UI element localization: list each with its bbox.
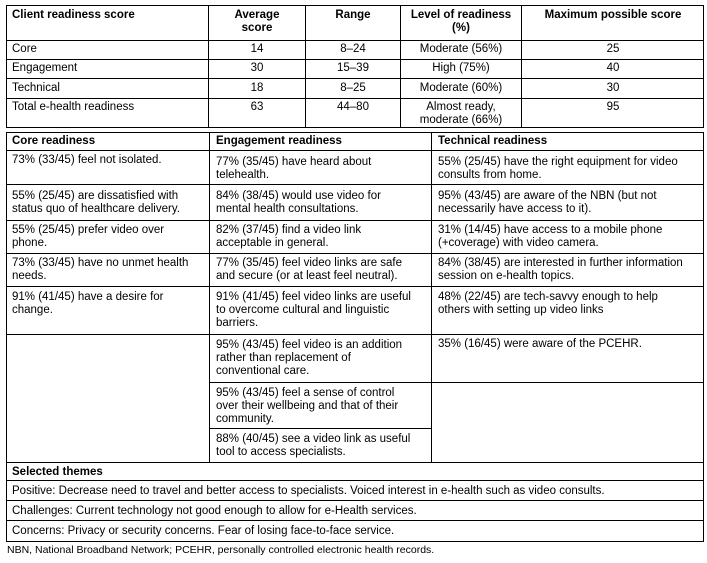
score-row-range: 44–80 — [337, 101, 369, 113]
score-table-divider — [6, 78, 704, 79]
readiness-table-divider — [209, 382, 704, 383]
score-row-average: 63 — [250, 101, 264, 113]
score-row-label: Technical — [12, 82, 60, 94]
readiness-table-divider — [209, 132, 210, 462]
engagement-item: 88% (40/45) see a video link as useful tool to access specialists. — [216, 433, 411, 458]
score-row-average: 14 — [250, 43, 264, 55]
readiness-table-divider — [6, 480, 704, 481]
score-header-range: Range — [335, 9, 371, 21]
score-row-max: 30 — [606, 82, 620, 94]
score-table-divider — [6, 98, 704, 99]
core-item: 73% (33/45) have no unmet health needs. — [12, 257, 189, 282]
technical-item: 84% (38/45) are interested in further information session on e-health topics. — [438, 257, 683, 282]
readiness-table-divider — [6, 184, 704, 185]
engagement-item: 77% (35/45) feel video links are safe and secure (or at least feel neutral). — [216, 257, 403, 282]
readiness-table-divider — [6, 462, 704, 463]
score-row-max: 95 — [606, 101, 620, 113]
score-row-range: 8–25 — [340, 82, 366, 94]
score-header-level: Level of readiness (%) — [410, 9, 512, 34]
readiness-table-divider — [6, 150, 704, 151]
engagement-item: 95% (43/45) feel a sense of control over their wellbeing and that of their community. — [216, 387, 399, 425]
score-row-average: 30 — [250, 62, 264, 74]
score-row-label: Core — [12, 43, 37, 55]
technical-item: 35% (16/45) were aware of the PCEHR. — [438, 338, 642, 350]
theme-positive: Positive: Decrease need to travel and better access to specialists. Voiced interest in e-health such as video consults. — [12, 485, 605, 497]
readiness-table-divider — [6, 500, 704, 501]
score-header-max: Maximum possible score — [544, 9, 682, 21]
score-row-average: 18 — [250, 82, 264, 94]
theme-challenges: Challenges: Current technology not good enough to allow for e-Health services. — [12, 505, 417, 517]
score-row-level: Moderate (56%) — [419, 43, 503, 55]
core-readiness-header: Core readiness — [12, 135, 96, 147]
score-header-average: Average score — [234, 9, 280, 34]
score-row-label: Engagement — [12, 62, 78, 74]
engagement-item: 91% (41/45) feel video links are useful to overcome cultural and linguistic barriers. — [216, 291, 411, 329]
engagement-readiness-header: Engagement readiness — [216, 135, 342, 147]
core-item: 73% (33/45) feel not isolated. — [12, 154, 162, 166]
technical-item: 31% (14/45) have access to a mobile phone (+coverage) with video camera. — [438, 224, 663, 249]
score-row-label: Total e-health readiness — [12, 101, 135, 113]
readiness-table-divider — [6, 520, 704, 521]
readiness-table-divider — [6, 253, 704, 254]
score-table-divider — [6, 59, 704, 60]
score-table-divider — [6, 40, 704, 41]
core-item: 55% (25/45) prefer video over phone. — [12, 224, 165, 249]
score-row-max: 25 — [606, 43, 620, 55]
score-row-level: Moderate (60%) — [419, 82, 503, 94]
score-header-client: Client readiness score — [12, 9, 135, 21]
readiness-table-divider — [6, 334, 704, 335]
footnote: NBN, National Broadband Network; PCEHR, personally controlled electronic health records. — [7, 544, 435, 556]
readiness-table-divider — [431, 132, 432, 462]
readiness-table-divider — [209, 428, 432, 429]
technical-item: 55% (25/45) have the right equipment for video consults from home. — [438, 156, 678, 181]
core-item: 91% (41/45) have a desire for change. — [12, 291, 164, 316]
score-row-range: 15–39 — [337, 62, 369, 74]
readiness-table-divider — [6, 220, 704, 221]
themes-header: Selected themes — [12, 466, 103, 478]
engagement-item: 84% (38/45) would use video for mental health consultations. — [216, 190, 381, 215]
technical-readiness-header: Technical readiness — [438, 135, 548, 147]
core-item: 55% (25/45) are dissatisfied with status quo of healthcare delivery. — [12, 190, 180, 215]
score-row-range: 8–24 — [340, 43, 366, 55]
score-row-level: Almost ready, moderate (66%) — [419, 101, 503, 126]
readiness-table-divider — [6, 286, 704, 287]
engagement-item: 95% (43/45) feel video is an addition rather than replacement of conventional care. — [216, 339, 403, 377]
score-row-level: High (75%) — [432, 62, 490, 74]
technical-item: 48% (22/45) are tech-savvy enough to help others with setting up video links — [438, 291, 658, 316]
technical-item: 95% (43/45) are aware of the NBN (but not necessarily have access to it). — [438, 190, 657, 215]
theme-concerns: Concerns: Privacy or security concerns. Fear of losing face-to-face service. — [12, 525, 395, 537]
engagement-item: 77% (35/45) have heard about telehealth. — [216, 156, 372, 181]
engagement-item: 82% (37/45) find a video link acceptable in general. — [216, 224, 362, 249]
score-row-max: 40 — [606, 62, 620, 74]
